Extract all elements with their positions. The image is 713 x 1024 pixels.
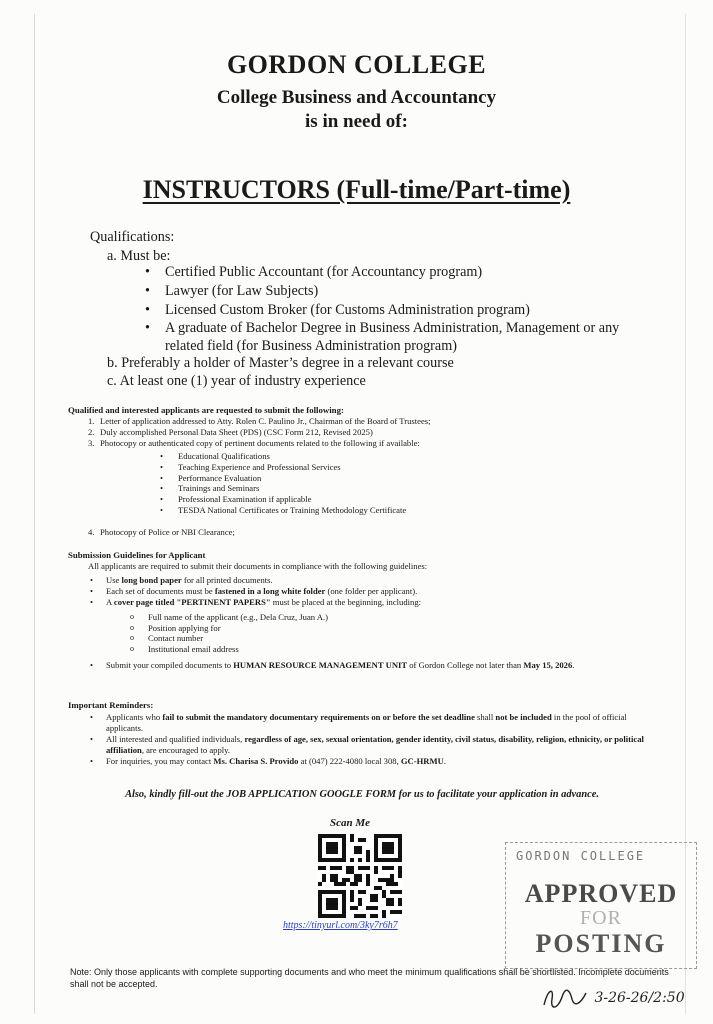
list-item: o Position applying for: [130, 623, 530, 634]
qualification-c: c. At least one (1) year of industry experience: [107, 373, 366, 389]
approval-stamp: [505, 842, 697, 969]
list-item: • Professional Examination if applicable: [160, 494, 640, 505]
college-name: GORDON COLLEGE: [226, 50, 487, 79]
list-item: • Trainings and Seminars: [160, 483, 640, 494]
google-form-note: Also, kindly fill-out the JOB APPLICATION GOOGLE FORM for us to facilitate your application in advance.: [125, 789, 599, 800]
list-item: o Contact number: [130, 633, 530, 644]
signature: [540, 985, 685, 1011]
qualifications-title: Qualifications:: [90, 229, 175, 245]
list-item: • All interested and qualified individuals, regardless of age, sex, sexual orientation, gender identity, civil status, disability, religion, ethnicity, or political affiliation, are encouraged to apply.: [88, 734, 658, 756]
list-item: • For inquiries, you may contact Ms. Charisa S. Provido at (047) 222-4080 local 308, GC-HRMU.: [88, 756, 658, 767]
list-item: • Use long bond paper for all printed documents.: [88, 575, 658, 586]
qr-code-icon[interactable]: [318, 834, 402, 918]
list-item: • A graduate of Bachelor Degree in Business Administration, Management or any related field (for Business Administration program): [143, 320, 653, 356]
guidelines-intro: All applicants are required to submit their documents in compliance with the following guidelines:: [88, 561, 428, 571]
list-item: • Certified Public Accountant (for Accountancy program): [143, 264, 653, 282]
document-categories-list: [160, 451, 640, 516]
stamp-for: FOR: [580, 907, 622, 929]
list-item: • TESDA National Certificates or Training Methodology Certificate: [160, 505, 640, 516]
need-text: is in need of:: [305, 111, 408, 132]
requirements-list: [70, 416, 660, 449]
list-item: • Applicants who fail to submit the mandatory documentary requirements on or before the set deadline shall not be included in the pool of official applicants.: [88, 712, 658, 734]
qualification-a: a. Must be:: [107, 248, 171, 264]
stamp-approved: APPROVED: [524, 879, 678, 908]
list-item: 1. Letter of application addressed to Atty. Rolen C. Paulino Jr., Chairman of the Board of Trustees;: [88, 416, 431, 426]
signature-date: 3-26-26/2:50: [594, 990, 685, 1006]
list-item: • Educational Qualifications: [160, 451, 640, 462]
list-item: 4. Photocopy of Police or NBI Clearance;: [88, 527, 235, 537]
list-item: • Submit your compiled documents to HUMAN RESOURCE MANAGEMENT UNIT of Gordon College not later than May 15, 2026.: [88, 660, 648, 671]
requirements-title: Qualified and interested applicants are requested to submit the following:: [68, 405, 344, 415]
stamp-header: GORDON COLLEGE: [516, 849, 646, 863]
list-item: • Licensed Custom Broker (for Customs Administration program): [143, 302, 653, 320]
list-item: • Teaching Experience and Professional Services: [160, 462, 640, 473]
list-item: • Performance Evaluation: [160, 473, 640, 484]
list-item: o Institutional email address: [130, 644, 530, 655]
position-title: INSTRUCTORS (Full-time/Part-time): [142, 175, 571, 204]
guidelines-list: [88, 575, 658, 608]
list-item: • Each set of documents must be fastened in a long white folder (one folder per applicant).: [88, 586, 658, 597]
google-form-link[interactable]: https://tinyurl.com/3ky7r6h7: [283, 920, 398, 931]
list-item: 3. Photocopy or authenticated copy of pertinent documents related to the following if available:: [88, 438, 420, 448]
list-item: • A cover page titled "PERTINENT PAPERS" must be placed at the beginning, including:: [88, 597, 658, 608]
reminders-title: Important Reminders:: [68, 700, 154, 710]
cover-page-items: [130, 612, 530, 654]
signature-scribble-icon: [540, 985, 590, 1011]
footer-note: Note: Only those applicants with complete supporting documents and who meet the minimum qualifications shall be shortlisted. Incomplete documents shall not be accepted.: [70, 967, 669, 989]
department-name: College Business and Accountancy: [216, 87, 497, 108]
guidelines-title: Submission Guidelines for Applicant: [68, 550, 206, 560]
list-item: o Full name of the applicant (e.g., Dela Cruz, Juan A.): [130, 612, 530, 623]
list-item: 2. Duly accomplished Personal Data Sheet (PDS) (CSC Form 212, Revised 2025): [88, 427, 373, 437]
must-be-list: [143, 264, 653, 357]
requirements-list-cont: [70, 527, 660, 538]
guidelines-list-cont: [88, 660, 648, 671]
qualification-b: b. Preferably a holder of Master’s degree in a relevant course: [107, 355, 454, 371]
stamp-posting: POSTING: [535, 929, 667, 958]
reminders-list: [88, 712, 658, 767]
list-item: • Lawyer (for Law Subjects): [143, 283, 653, 301]
scan-me-label: Scan Me: [330, 817, 371, 829]
